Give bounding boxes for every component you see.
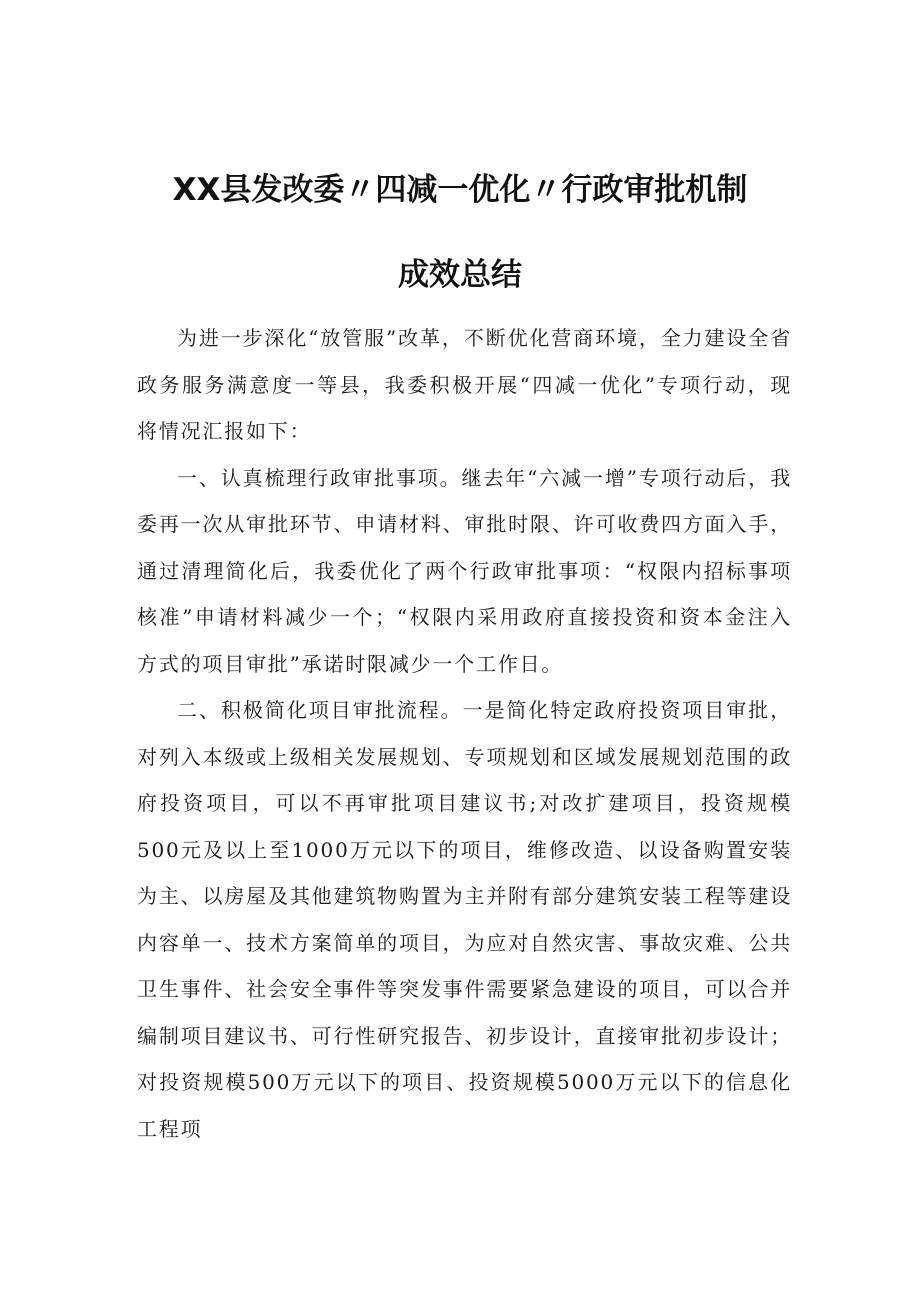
document-title-line-2: 成效总结 xyxy=(398,257,522,293)
document-title-line-1: XX县发改委〃四减一优化〃行政审批机制 xyxy=(172,172,748,208)
paragraph-intro: 为进一步深化“放管服”改革，不断优化营商环境，全力建设全省政务服务满意度一等县，我委积极开展“四减一优化”专项行动，现将情况汇报如下： xyxy=(137,326,792,443)
paragraph-section-1: 一、认真梳理行政审批事项。继去年“六减一增”专项行动后，我委再一次从审批环节、申请材料、审批时限、许可收费四方面入手，通过清理简化后，我委优化了两个行政审批事项：“权限内招标事项核准”申请材料减少一个；“权限内采用政府直接投资和资本金注入方式的项目审批”承诺时限减少一个工作日。 xyxy=(137,465,792,676)
document-body xyxy=(137,315,792,1152)
paragraph-section-2: 二、积极简化项目审批流程。一是简化特定政府投资项目审批，对列入本级或上级相关发展规划、专项规划和区域发展规划范围的政府投资项目，可以不再审批项目建议书;对改扩建项目，投资规模500元及以上至1000万元以下的项目，维修改造、以设备购置安装为主、以房屋及其他建筑物购置为主并附有部分建筑安装工程等建设内容单一、技术方案简单的项目，为应对自然灾害、事故灾难、公共卫生事件、社会安全事件等突发事件需要紧急建设的项目，可以合并编制项目建议书、可行性研究报告、初步设计，直接审批初步设计；对投资规模500万元以下的项目、投资规模5000万元以下的信息化工程项 xyxy=(137,698,792,1141)
